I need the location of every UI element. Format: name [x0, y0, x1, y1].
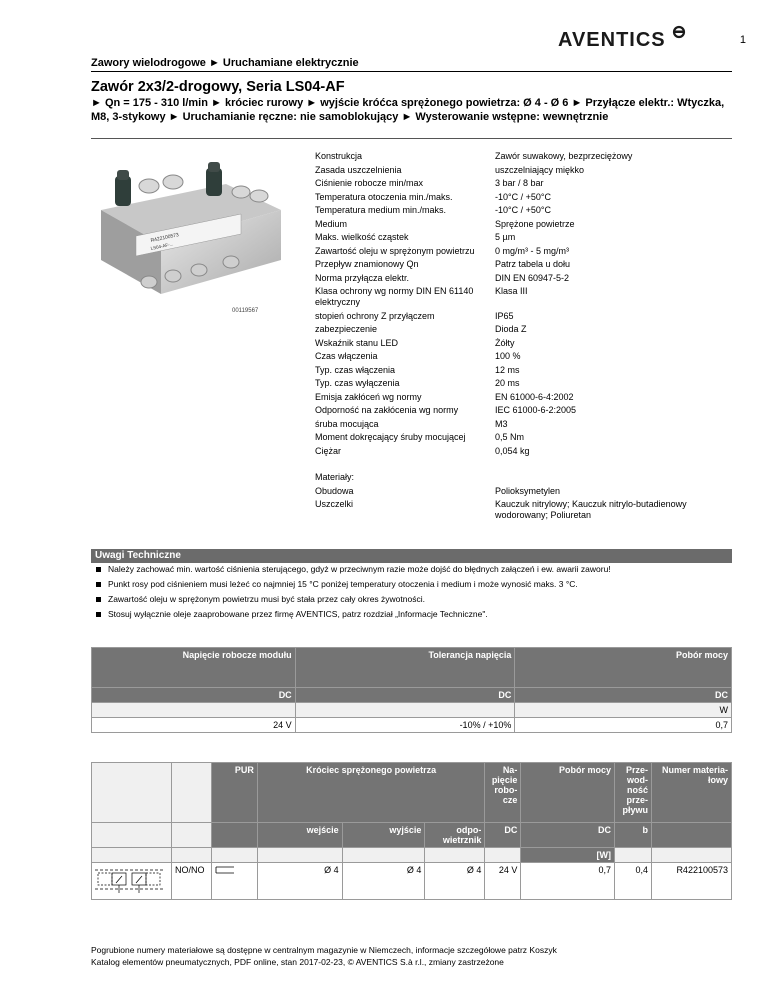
aventics-logo: [558, 24, 688, 56]
valve-symbol-icon: [94, 865, 166, 895]
photo-label-part: R422100573: [150, 232, 180, 244]
spec-row: [315, 273, 740, 287]
spec-value: 0 mg/m³ - 5 mg/m³: [495, 245, 570, 256]
spec-value: 12 ms: [495, 364, 520, 375]
spec-row: [315, 338, 740, 352]
voltage-table: [91, 647, 732, 733]
category-breadcrumb: Zawory wielodrogowe ► Uruchamiane elektrycznie: [91, 57, 359, 69]
spec-row: [315, 286, 740, 311]
cell-flow: 0,4: [615, 863, 652, 900]
spec-row: [315, 259, 740, 273]
spec-key: Emisja zakłóceń wg normy: [315, 391, 422, 402]
note-item: Stosuj wyłącznie oleje zaaprobowane przez firmę AVENTICS, patrz rozdział „Informacje Techniczne".: [91, 608, 732, 623]
col-header-port: Króciec sprężonego powietrza: [257, 763, 485, 823]
spec-value: 0,054 kg: [495, 445, 530, 456]
table-header-row: [92, 648, 732, 688]
spec-key: Medium: [315, 218, 348, 229]
spec-key: Ciśnienie robocze min/max: [315, 178, 424, 188]
col-header-out: wyjście: [342, 823, 425, 848]
spec-key: Odporność na zakłócenia wg normy: [315, 405, 459, 415]
col-header-power: Pobór mocy: [521, 763, 615, 823]
cell-power: 0,7: [521, 863, 615, 900]
spec-value: Patrz tabela u dołu: [495, 259, 571, 269]
table-header-row: [92, 763, 732, 823]
footer-line: Katalog elementów pneumatycznych, PDF online, stan 2017-02-23, © AVENTICS S.à r.l., zmiany zastrzeżone: [91, 957, 504, 967]
spec-row: [315, 246, 740, 260]
spec-key: Temperatura medium min./maks.: [315, 205, 447, 215]
materials-heading-row: [315, 472, 740, 486]
spec-value: Dioda Z: [495, 324, 527, 334]
technical-notes: [91, 549, 732, 623]
divider: [91, 71, 732, 72]
product-title: Zawór 2x3/2-drogowy, Seria LS04-AF: [91, 79, 345, 95]
spec-value: IP65: [495, 310, 514, 321]
spec-row: [315, 419, 740, 433]
spec-row: [315, 432, 740, 446]
spec-key: Klasa ochrony wg normy DIN EN 61140 elektryczny: [315, 286, 474, 307]
unit-cell: DC: [92, 688, 296, 703]
tube-icon: [215, 865, 235, 875]
table-unit-row: [92, 703, 732, 718]
unit-cell: DC: [485, 823, 521, 848]
spec-row: [315, 205, 740, 219]
spec-value: 100 %: [495, 351, 521, 361]
spec-row: [315, 311, 740, 325]
spec-value: -10°C / +50°C: [495, 205, 551, 215]
unit-cell: DC: [295, 688, 515, 703]
spec-value: Klasa III: [495, 286, 528, 296]
page-number: 1: [739, 34, 746, 46]
spec-key: stopień ochrony Z przyłączem: [315, 310, 435, 321]
spec-row: [315, 192, 740, 206]
cell-power: 0,7: [515, 718, 732, 733]
spec-row: [315, 365, 740, 379]
cell-part-number: R422100573: [652, 863, 732, 900]
col-header-power: Pobór mocy: [515, 648, 732, 688]
spec-value: DIN EN 60947-5-2: [495, 272, 570, 283]
spec-value: -10°C / +50°C: [495, 191, 551, 202]
cell-in: Ø 4: [257, 863, 342, 900]
spec-value: uszczelniający miękko: [495, 164, 585, 175]
spec-row: [315, 392, 740, 406]
spec-row: [315, 405, 740, 419]
valve-symbol: [92, 863, 172, 900]
cell-voltage: 24 V: [92, 718, 296, 733]
spec-row: [315, 486, 740, 500]
spec-key: Moment dokręcający śruby mocującej: [315, 432, 466, 442]
unit-cell: DC: [521, 823, 615, 848]
materials-heading: Materiały:: [315, 472, 355, 482]
spec-row: [315, 324, 740, 338]
spec-key: Wskaźnik stanu LED: [315, 337, 399, 348]
table-subheader-row: [92, 823, 732, 848]
note-item: Zawartość oleju w sprężonym powietrzu musi być stała przez cały okres żywotności.: [91, 593, 732, 608]
spec-value: IEC 61000-6-2:2005: [495, 405, 577, 415]
spec-key: Uszczelki: [315, 499, 354, 509]
spec-key: Norma przyłącza elektr.: [315, 272, 410, 283]
spec-row: [315, 446, 740, 460]
brand-text: AVENTICS: [558, 29, 666, 51]
spec-value: 3 bar / 8 bar: [495, 178, 544, 188]
spec-value: Sprężone powietrze: [495, 218, 575, 229]
cell-voltage: 24 V: [485, 863, 521, 900]
spec-key: Typ. czas włączenia: [315, 364, 396, 375]
spec-key: Maks. wielkość cząstek: [315, 232, 409, 242]
col-header-in: wejście: [257, 823, 342, 848]
col-header-flow: Prze-wod-ność prze-pływu: [615, 763, 652, 823]
product-subtitle: ► Qn = 175 - 310 l/min ► króciec rurowy ► wyjście króćca sprężonego powietrza: Ø 4 - Ø 6 ► Przyłącze elektr.: Wtyczka, M8, 3-stykowy ► Uruchamianie ręczne: nie samoblokujący ► Wysterowanie wstępne: wewnętrznie: [91, 97, 725, 123]
note-item: Należy zachować min. wartość ciśnienia sterującego, gdyż w przeciwnym razie może dojść do błędnych załączeń i ew. awarii zaworu!: [91, 563, 732, 578]
unit-cell: DC: [515, 688, 732, 703]
photo-label-type: LS04-AF-...: [150, 241, 174, 251]
spec-key: Konstrukcja: [315, 151, 363, 161]
spec-key: śruba mocująca: [315, 418, 379, 429]
note-item: Punkt rosy pod ciśnieniem musi leżeć co najmniej 15 °C poniżej temperatury otoczenia i medium i może wynosić maks. 3 °C.: [91, 578, 732, 593]
table-row: [92, 863, 732, 900]
part-table: [91, 762, 732, 900]
spec-value: 0,5 Nm: [495, 432, 525, 442]
unit-cell: W: [515, 703, 732, 718]
notes-heading: Uwagi Techniczne: [91, 549, 732, 563]
cell-exhaust: Ø 4: [425, 863, 485, 900]
col-header-voltage: Napięcie robocze modułu: [92, 648, 296, 688]
spec-row: [315, 499, 740, 524]
spec-value: 20 ms: [495, 378, 520, 388]
divider: [91, 138, 732, 139]
spec-row: [315, 232, 740, 246]
table-unit-row: [92, 848, 732, 863]
spec-key: Zawartość oleju w sprężonym powietrzu: [315, 245, 475, 256]
unit-cell: [W]: [521, 848, 615, 863]
col-header-exhaust: odpo-wietrznik: [425, 823, 485, 848]
spec-value: EN 61000-6-4:2002: [495, 391, 574, 402]
footer-line: Pogrubione numery materiałowe są dostępne w centralnym magazynie w Niemczech, informacje szczegółowe patrz Koszyk: [91, 945, 557, 955]
product-photo: [91, 162, 291, 307]
spec-row: [315, 151, 740, 165]
col-header-voltage: Na-pięcie robo-cze: [485, 763, 521, 823]
cell-function: NO/NO: [171, 863, 211, 900]
spec-value: 5 µm: [495, 232, 516, 242]
spec-key: Przepływ znamionowy Qn: [315, 259, 419, 269]
spec-key: Obudowa: [315, 485, 354, 496]
col-header-part: Numer materia-łowy: [652, 763, 732, 823]
spec-key: Zasada uszczelnienia: [315, 164, 402, 175]
cell-tolerance: -10% / +10%: [295, 718, 515, 733]
image-id: 00119567: [232, 308, 259, 314]
spec-key: Czas włączenia: [315, 351, 378, 361]
footer: [91, 944, 557, 968]
spec-value: Polioksymetylen: [495, 485, 561, 496]
spec-value: Kauczuk nitrylowy; Kauczuk nitrylo-butadienowy wodorowany; Poliuretan: [495, 499, 687, 520]
notes-list: [91, 563, 732, 623]
spec-row: [315, 351, 740, 365]
cell-pur: [211, 863, 257, 900]
spec-row: [315, 219, 740, 233]
spec-row: [315, 165, 740, 179]
spec-row: [315, 378, 740, 392]
spec-key: Ciężar: [315, 445, 342, 456]
cell-out: Ø 4: [342, 863, 425, 900]
spec-key: zabezpieczenie: [315, 324, 378, 334]
spec-key: Typ. czas wyłączenia: [315, 378, 400, 388]
spec-row: [315, 178, 740, 192]
spec-value: M3: [495, 418, 508, 429]
col-header-tolerance: Tolerancja napięcia: [295, 648, 515, 688]
unit-cell: b: [615, 823, 652, 848]
spec-value: Żółty: [495, 337, 515, 348]
col-header-pur: PUR: [211, 763, 257, 823]
table-unit-row: [92, 688, 732, 703]
spec-list: [315, 151, 740, 524]
table-row: [92, 718, 732, 733]
spec-value: Zawór suwakowy, bezprzeciężowy: [495, 151, 633, 161]
spec-key: Temperatura otoczenia min./maks.: [315, 191, 453, 202]
